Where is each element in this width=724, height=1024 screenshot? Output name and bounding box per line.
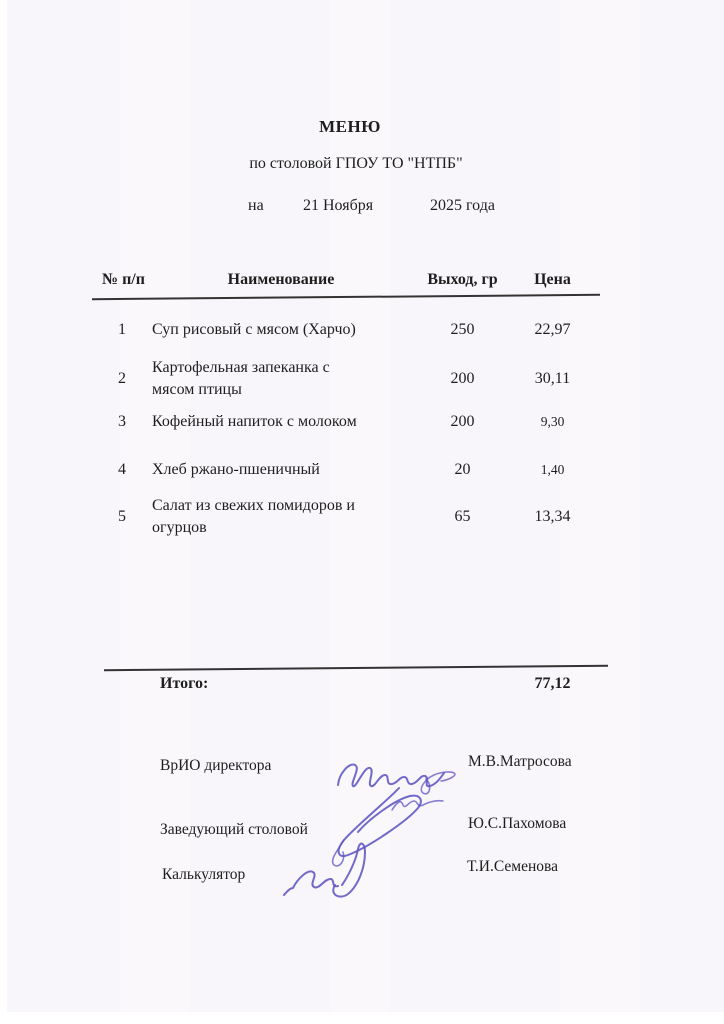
row-num: 4 <box>118 461 126 478</box>
handwritten-signatures <box>280 728 470 908</box>
signature-scribble-canteen-manager <box>333 788 443 866</box>
row-num: 5 <box>118 508 126 525</box>
row-output: 65 <box>454 508 471 525</box>
header-output: Выход, гр <box>427 271 498 288</box>
dish-name-text: Картофельная запеканка с мясом птицы <box>152 359 330 398</box>
header-num: № п/п <box>102 271 145 288</box>
table-row <box>92 355 608 403</box>
row-output: 250 <box>450 321 475 338</box>
date-year: 2025 года <box>430 197 495 214</box>
scan-edge-left <box>0 0 7 1024</box>
header-price: Цена <box>534 271 571 288</box>
signature-role-calculator: Калькулятор <box>162 866 246 883</box>
dish-name-text: Суп рисовый с мясом (Харчо) <box>152 321 356 339</box>
row-dish-name <box>152 357 420 400</box>
scan-edge-bottom <box>0 1012 724 1024</box>
page-subtitle: по столовой ГПОУ ТО "НТПБ" <box>249 155 463 172</box>
row-output: 200 <box>450 413 475 430</box>
signature-name-canteen-manager: Ю.С.Пахомова <box>468 815 567 832</box>
table-row <box>92 456 608 484</box>
row-price: 30,11 <box>534 370 571 387</box>
dish-name-text: Кофейный напиток с молоком <box>152 413 357 431</box>
table-row <box>92 493 608 541</box>
row-num: 2 <box>118 370 126 387</box>
dish-name-text: Салат из свежих помидоров и огурцов <box>152 497 355 536</box>
table-row <box>92 316 608 344</box>
row-dish-name <box>152 411 420 433</box>
row-num: 3 <box>118 413 126 430</box>
table-row <box>92 408 608 436</box>
signature-role-director: ВрИО директора <box>160 757 272 774</box>
row-price: 1,40 <box>540 462 565 477</box>
signature-role-canteen-manager: Заведующий столовой <box>160 821 308 838</box>
dish-name-text: Хлеб ржано-пшеничный <box>152 461 320 479</box>
row-price: 22,97 <box>534 321 571 338</box>
table-header-row <box>92 271 608 295</box>
page-title: МЕНЮ <box>319 117 381 136</box>
row-dish-name <box>152 459 420 481</box>
signature-name-director: М.В.Матросова <box>468 753 572 770</box>
row-dish-name <box>152 495 420 538</box>
row-price: 9,30 <box>540 414 565 429</box>
row-dish-name <box>152 319 420 341</box>
row-output: 200 <box>450 370 475 387</box>
signature-scribble-calculator <box>284 844 365 897</box>
date-prefix: на <box>248 197 264 214</box>
total-value: 77,12 <box>534 675 571 692</box>
date-day: 21 Ноября <box>303 197 374 214</box>
row-price: 13,34 <box>534 508 571 525</box>
row-num: 1 <box>118 321 126 338</box>
signature-name-calculator: Т.И.Семенова <box>467 858 558 875</box>
header-name: Наименование <box>227 271 335 288</box>
total-label: Итого: <box>160 675 209 692</box>
row-output: 20 <box>454 461 471 478</box>
